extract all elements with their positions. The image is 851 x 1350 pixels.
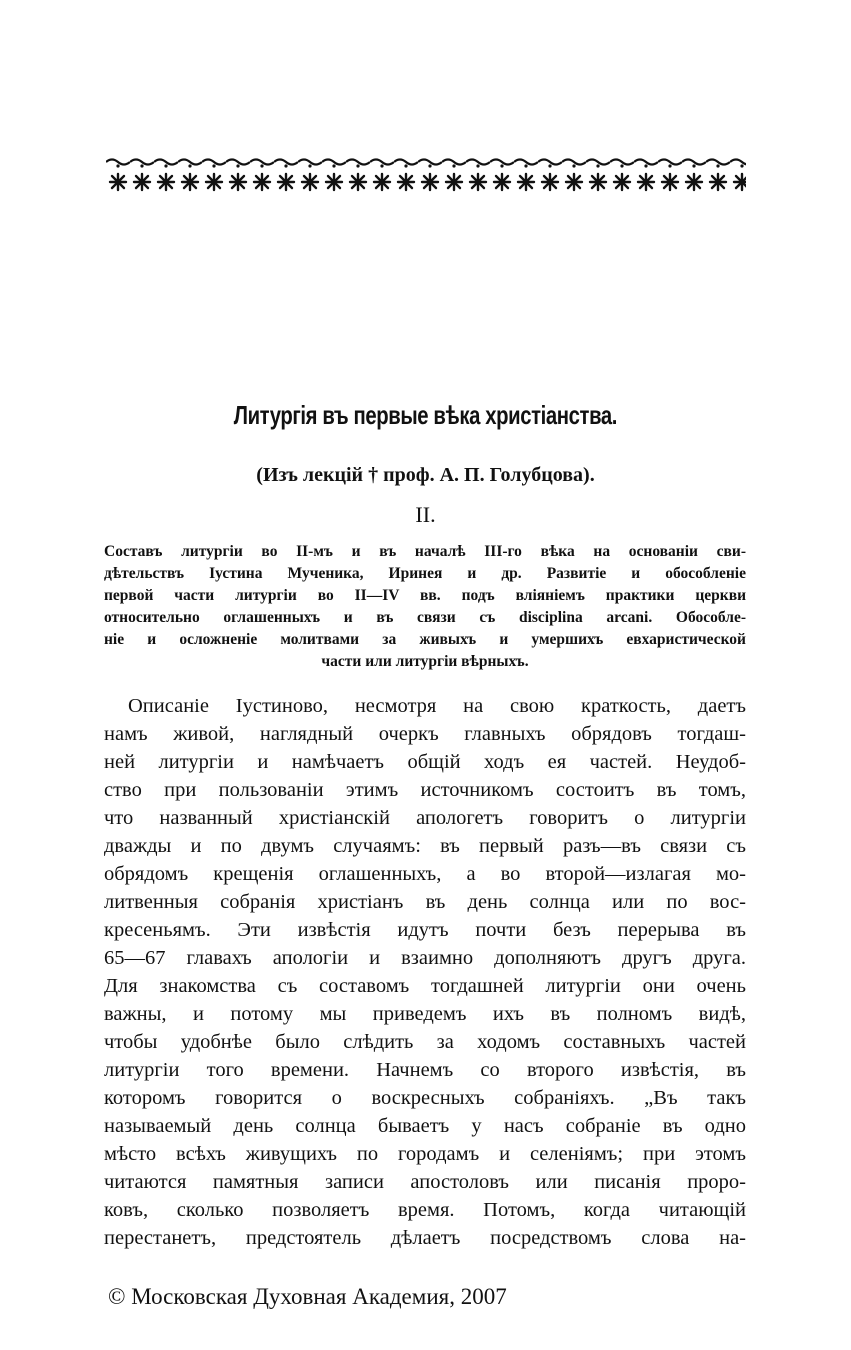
abstract-line: первой части литургіи во II—IV вв. подъ вліяніемъ практики церкви bbox=[104, 587, 746, 604]
abstract-line: дѣтельствъ Іустина Мученика, Иринея и др. Развитіе и обособленіе bbox=[104, 565, 746, 582]
body-line: ство при пользованіи этимъ источникомъ состоитъ въ томъ, bbox=[104, 779, 746, 801]
section-abstract bbox=[104, 541, 746, 673]
abstract-line: ніе и осложненіе молитвами за живыхъ и умершихъ евхаристической bbox=[104, 631, 746, 648]
copyright-footer: © Московская Духовная Академия, 2007 bbox=[108, 1284, 507, 1309]
article-subtitle: (Изъ лекцій † проф. А. П. Голубцова). bbox=[256, 464, 595, 486]
body-line: литургіи того времени. Начнемъ со второго извѣстія, въ bbox=[104, 1059, 746, 1081]
body-line: мѣсто всѣхъ живущихъ по городамъ и селеніямъ; при этомъ bbox=[104, 1143, 746, 1165]
body-line: важны, и потому мы приведемъ ихъ въ полномъ видѣ, bbox=[104, 1003, 746, 1025]
body-line: ковъ, сколько позволяетъ время. Потомъ, когда читающій bbox=[104, 1199, 746, 1221]
body-line: обрядомъ крещенія оглашенныхъ, а во второй—излагая мо- bbox=[104, 863, 746, 885]
body-line: кресеньямъ. Эти извѣстія идутъ почти безъ перерыва въ bbox=[104, 919, 746, 941]
body-line: литвенныя собранія христіанъ въ день солнца или по вос- bbox=[104, 891, 746, 913]
abstract-line: части или литургіи вѣрныхъ. bbox=[321, 653, 529, 670]
body-line: намъ живой, наглядный очеркъ главныхъ обрядовъ тогдаш- bbox=[104, 723, 746, 745]
decorative-ornament-border bbox=[106, 155, 746, 197]
section-numeral: II. bbox=[415, 502, 436, 527]
body-line: что названный христіанскій апологетъ говоритъ о литургіи bbox=[104, 807, 746, 829]
body-line: читаются памятныя записи апостоловъ или писанія проро- bbox=[104, 1171, 746, 1193]
body-line: Описаніе Іустиново, несмотря на свою краткость, даетъ bbox=[128, 695, 746, 717]
body-line: которомъ говорится о воскресныхъ собраніяхъ. „Въ такъ bbox=[104, 1087, 746, 1109]
body-text bbox=[104, 692, 746, 1252]
body-line: перестанетъ, предстоятель дѣлаетъ посредствомъ слова на- bbox=[104, 1227, 746, 1249]
body-line: ней литургіи и намѣчаетъ общій ходъ ея частей. Неудоб- bbox=[104, 751, 746, 773]
body-line: дважды и по двумъ случаямъ: въ первый разъ—въ связи съ bbox=[104, 835, 746, 857]
abstract-line: относительно оглашенныхъ и въ связи съ disciplina arcani. Обособле- bbox=[104, 609, 746, 626]
body-line: 65—67 главахъ апологіи и взаимно дополняютъ другъ друга. bbox=[104, 947, 746, 969]
body-line: чтобы удобнѣе было слѣдить за ходомъ составныхъ частей bbox=[104, 1031, 746, 1053]
body-line: называемый день солнца бываетъ у насъ собраніе въ одно bbox=[104, 1115, 746, 1137]
body-line: Для знакомства съ составомъ тогдашней литургіи они очень bbox=[104, 975, 746, 997]
abstract-line: Составъ литургіи во II-мъ и въ началѣ III-го вѣка на основаніи сви- bbox=[104, 543, 746, 560]
article-title: Литургія въ первые вѣка христіанства. bbox=[233, 400, 618, 430]
